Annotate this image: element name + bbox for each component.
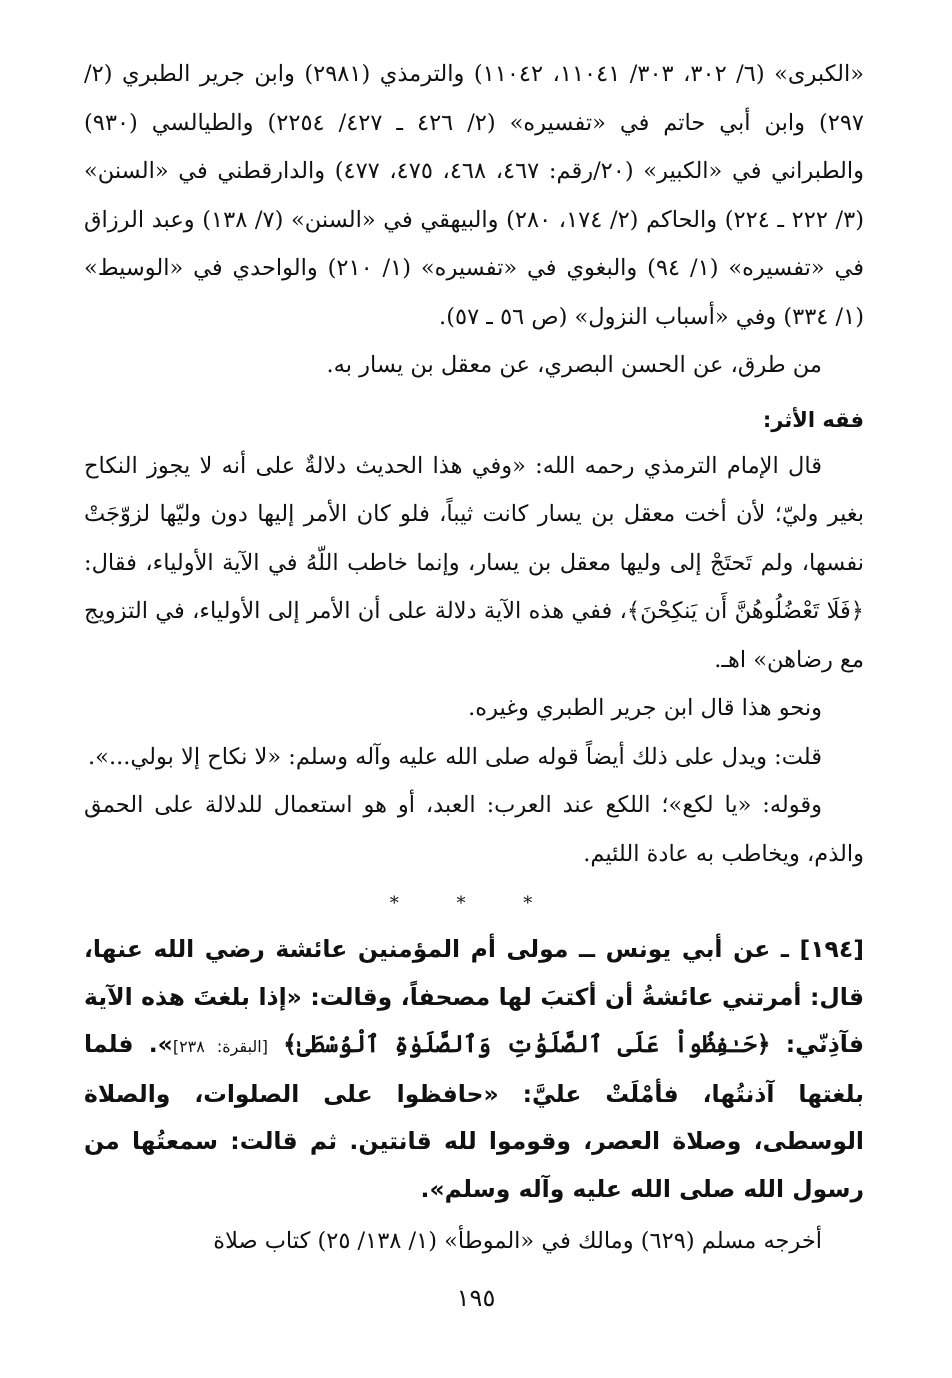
page-number: ١٩٥ — [456, 1284, 496, 1312]
lukaa-explanation-paragraph: وقوله: «يا لكع»؛ اللكع عند العرب: العبد، أو هو استعمال للدلالة على الحمق والذم، ويخاطب به عادة اللئيم. — [84, 792, 864, 867]
author-comment-paragraph: قلت: ويدل على ذلك أيضاً قوله صلى الله عليه وآله وسلم: «لا نكاح إلا بولي...». — [88, 743, 822, 770]
hadith-text-part-2: ». فلما بلغتها آذنتُها، فأمْلَتْ عليَّ: «حافظوا على الصلوات، والصلاة الوسطى، وصلاة العصر، وقوموا لله قانتين. ثم قالت: سمعتُها من رسول الله صلى الله عليه وآله وسلم». — [84, 1030, 864, 1203]
tirmidhi-text-part-1: قال الإمام الترمذي رحمه الله: «وفي هذا الحديث دلالةٌ على أنه لا يجوز النكاح بغير وليّ؛ لأن أخت معقل بن يسار كانت ثيباً، فلو كان الأمر إليها دون وليّها لزوّجَتْ نفسها، ولم تَحتَجْ إلى وليها معقل بن يسار، وإنما خاطب اللّهُ في الآية الأولياء، فقال: — [84, 452, 864, 576]
tirmidhi-text-part-2: ، ففي هذه الآية دلالة على أن الأمر إلى الأولياء، في التزويج مع رضاهن» اهـ. — [84, 598, 864, 673]
section-separator: * * * — [389, 893, 559, 914]
quran-verse-quote: ﴿حَـٰفِظُواْ عَلَى ٱلصَّلَوَٰتِ وَٱلصَّلَوٰةِ ٱلْوُسْطَىٰ﴾ — [283, 1030, 771, 1058]
takhrij-paragraph: أخرجه مسلم (٦٢٩) ومالك في «الموطأ» (١/ ١٣٨/ ٢٥) كتاب صلاة — [213, 1228, 822, 1254]
section-heading-fiqh: فقه الأثر: — [762, 407, 864, 432]
quran-verse-quote: ﴿فَلَا تَعْضُلُوهُنَّ أَن يَنكِحْنَ﴾ — [626, 598, 864, 624]
hadith-text-part-1: [١٩٤] ـ عن أبي يونس ــ مولى أم المؤمنين عائشة رضي الله عنها، قال: أمرتني عائشةُ أن أكتبَ لها مصحفاً، وقالت: «إذا بلغتَ هذه الآية فآذِنّي: — [84, 935, 865, 1058]
hadith-194-paragraph — [84, 926, 864, 1213]
chain-of-narration: من طرق، عن الحسن البصري، عن معقل بن يسار به. — [326, 352, 822, 378]
verse-reference: [البقرة: ٢٣٨] — [172, 1037, 268, 1056]
sources-continuation-paragraph: «الكبرى» (٦/ ٣٠٢، ٣٠٣/ ١١٠٤١، ١١٠٤٢) والترمذي (٢٩٨١) وابن جرير الطبري (٢/ ٢٩٧) وابن أبي حاتم في «تفسيره» (٢/ ٤٢٦ ـ ٤٢٧/ ٢٢٥٤) والطيالسي (٩٣٠) والطبراني في «الكبير» (٢٠/رقم: ٤٦٧، ٤٦٨، ٤٧٥، ٤٧٧) والدارقطني في «السنن» (٣/ ٢٢٢ ـ ٢٢٤) والحاكم (٢/ ١٧٤، ٢٨٠) والبيهقي في «السنن» (٧/ ١٣٨) وعبد الرزاق في «تفسيره» (١/ ٩٤) والبغوي في «تفسيره» (١/ ٢١٠) والواحدي في «الوسيط» (١/ ٣٣٤) وفي «أسباب النزول» (ص ٥٦ ـ ٥٧). — [84, 61, 865, 330]
tirmidhi-commentary-paragraph — [84, 442, 864, 685]
tabari-note: ونحو هذا قال ابن جرير الطبري وغيره. — [468, 695, 822, 721]
